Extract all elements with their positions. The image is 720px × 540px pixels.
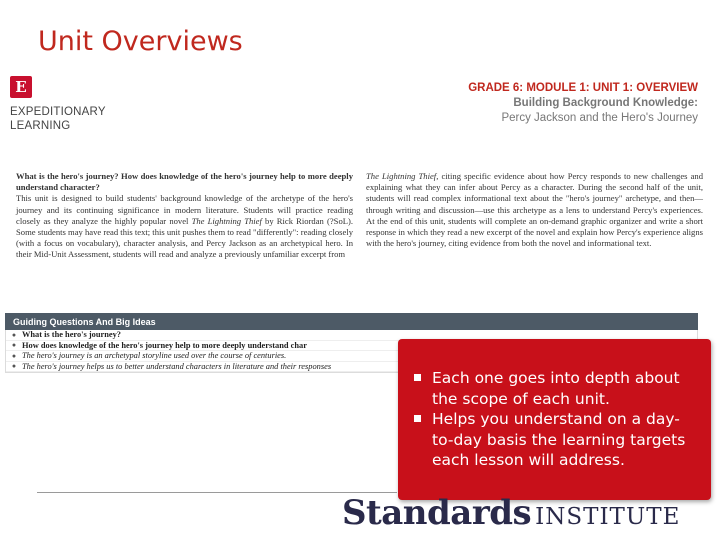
overview-paragraph-part-2: by Rick Riordan (?SoL). Some students may have read this text; this unit pushes them to read "differently": reading closely (with a focus on vocabulary), character analysis, and Percy Jackson as an archetypical hero. In their Mid-Unit Assessment, students will read and analyze a previously unfamiliar excerpt from xyxy=(16,215,354,260)
novel-title-2: The Lightning Thief xyxy=(366,171,437,181)
bullet-icon: ● xyxy=(11,330,17,339)
document-screenshot xyxy=(0,68,712,373)
overview-paragraph-part-1: This unit is designed to build students' background knowledge of the archetype of the hero's journey and its continuing significance in modern literature. Students will practice reading closely as they analyze the highly popular novel xyxy=(16,193,353,226)
square-bullet-icon xyxy=(414,415,421,422)
logo-line-2: LEARNING xyxy=(10,120,71,132)
overview-left-column xyxy=(16,171,353,261)
logo-text xyxy=(10,105,110,133)
standards-institute-logo xyxy=(342,493,680,533)
grade-module-unit-line: GRADE 6: MODULE 1: UNIT 1: OVERVIEW xyxy=(468,82,698,94)
square-bullet-icon xyxy=(414,374,421,381)
callout-box xyxy=(398,339,711,500)
callout-bullet xyxy=(414,368,697,409)
big-idea-text: The hero's journey helps us to better understand characters in literature and their responses xyxy=(22,361,332,371)
slide-title: Unit Overviews xyxy=(38,26,243,57)
expeditionary-learning-logo xyxy=(10,76,110,133)
overview-paragraph xyxy=(16,193,353,260)
unit-subtitle-2: Percy Jackson and the Hero's Journey xyxy=(501,112,698,124)
logo-mark-icon: E xyxy=(10,76,32,98)
unit-subtitle-1: Building Background Knowledge: xyxy=(513,97,698,109)
big-idea-text: The hero's journey is an archetypal storyline used over the course of centuries. xyxy=(22,351,287,361)
callout-bullet-list xyxy=(414,368,697,471)
callout-bullet-text: Helps you understand on a day-to-day basis the learning targets each lesson will address. xyxy=(432,410,686,469)
novel-title: The Lightning Thief xyxy=(191,215,262,226)
guiding-question-text: How does knowledge of the hero's journey help to more deeply understand char xyxy=(22,340,307,350)
bullet-icon: ● xyxy=(11,362,17,371)
callout-bullet-text: Each one goes into depth about the scope of each unit. xyxy=(432,369,680,408)
overview-paragraph-continued xyxy=(366,171,703,249)
bullet-icon: ● xyxy=(11,351,17,360)
document-heading xyxy=(468,82,698,124)
brand-name-caps: INSTITUTE xyxy=(535,504,681,530)
overview-question: What is the hero's journey? How does knowledge of the hero's journey help to more deeply understand character? xyxy=(16,171,353,193)
bullet-icon: ● xyxy=(11,341,17,350)
guiding-questions-header: Guiding Questions And Big Ideas xyxy=(5,313,698,330)
logo-line-1: EXPEDITIONARY xyxy=(10,106,106,118)
callout-bullet xyxy=(414,409,697,471)
brand-name-bold: Standards xyxy=(342,493,532,533)
guiding-question-text: What is the hero's journey? xyxy=(22,330,121,340)
overview-paragraph-part-3: , citing specific evidence about how Percy responds to new challenges and explaining what they can infer about Percy as a character. During the second half of the unit, students will read complex informational text about the "hero's journey" archetype, and then—through writing and discussion—use this archetype as a lens to understand Percy's experiences. At the end of this unit, students will complete an on-demand graphic organizer and write a short response in which they read a new excerpt of the novel and explain how Percy's experience aligns with the hero's journey, citing evidence from both the novel and informational text. xyxy=(366,171,703,249)
overview-right-column xyxy=(366,171,703,249)
